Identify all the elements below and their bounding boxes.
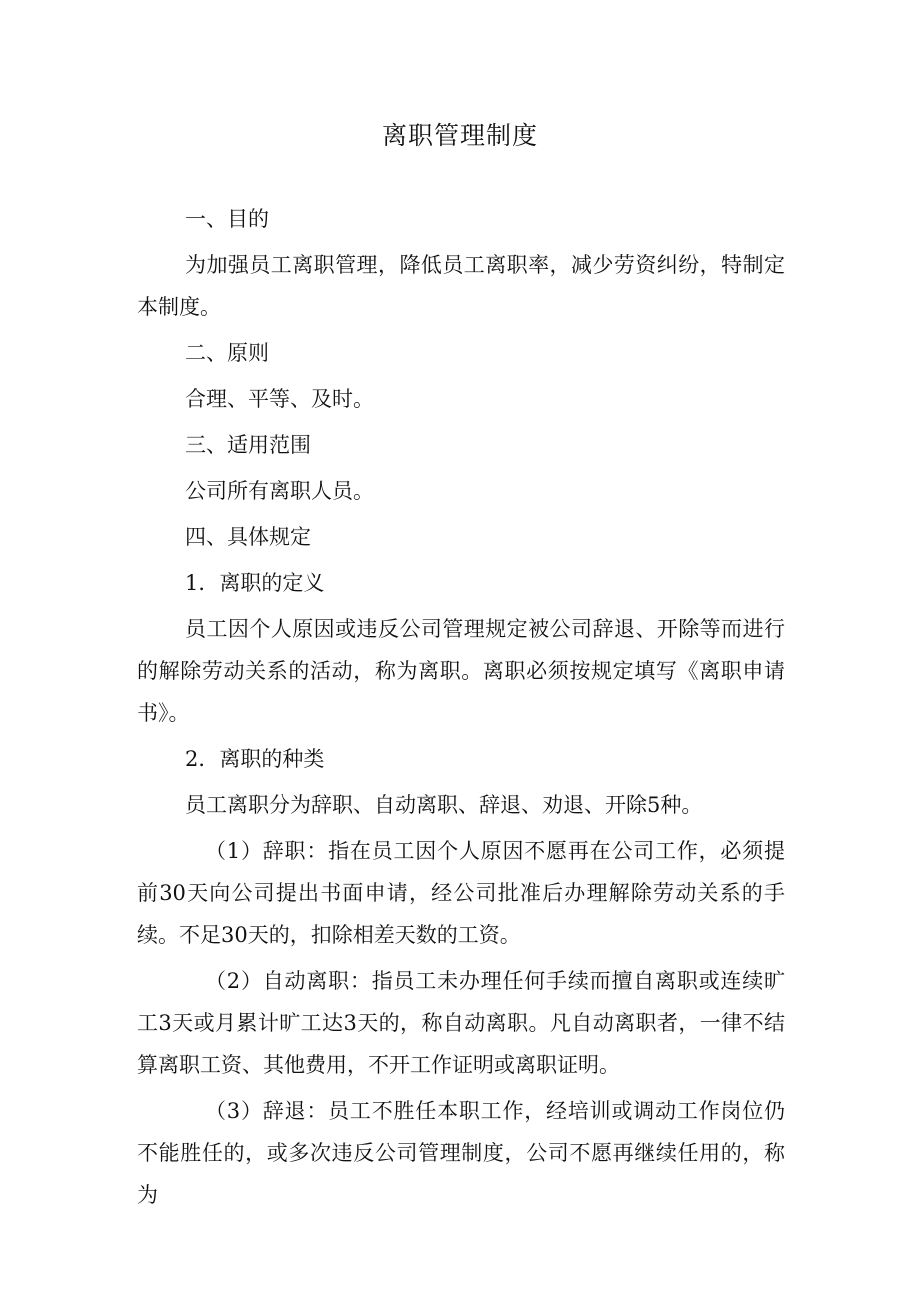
paragraph-types: 员工离职分为辞职、自动离职、辞退、劝退、开除5种。 [185,793,703,817]
paragraph-principle: 合理、平等、及时。 [185,387,374,411]
document-title: 离职管理制度 [381,121,538,150]
section-heading-rules: 四、具体规定 [185,525,311,549]
paragraph-scope: 公司所有离职人员。 [185,479,374,503]
paragraph-resignation: （1）辞职：指在员工因个人原因不愿再在公司工作，必须提前30天向公司提出书面申请，经公司批准后办理解除劳动关系的手续。不足30天的，扣除相差天数的工资。 [137,839,785,947]
paragraph-definition: 员工因个人原因或违反公司管理规定被公司辞退、开除等而进行的解除劳动关系的活动，称为离职。离职必须按规定填写《离职申请书》。 [137,617,785,725]
section-heading-principle: 二、原则 [185,341,269,365]
subheading-definition: 1．离职的定义 [185,571,325,595]
document-body [137,198,785,1220]
section-heading-purpose: 一、目的 [185,207,269,231]
paragraph-dismissal: （3）辞退：员工不胜任本职工作，经培训或调动工作岗位仍不能胜任的，或多次违反公司管理制度，公司不愿再继续任用的，称为 [137,1099,785,1207]
subheading-types: 2．离职的种类 [185,747,325,771]
paragraph-purpose: 为加强员工离职管理，降低员工离职率，减少劳资纠纷，特制定本制度。 [137,253,785,319]
paragraph-self-departure: （2）自动离职：指员工未办理任何手续而擅自离职或连续旷工3天或月累计旷工达3天的，称自动离职。凡自动离职者，一律不结算离职工资、其他费用，不开工作证明或离职证明。 [137,969,785,1077]
section-heading-scope: 三、适用范围 [185,433,311,457]
